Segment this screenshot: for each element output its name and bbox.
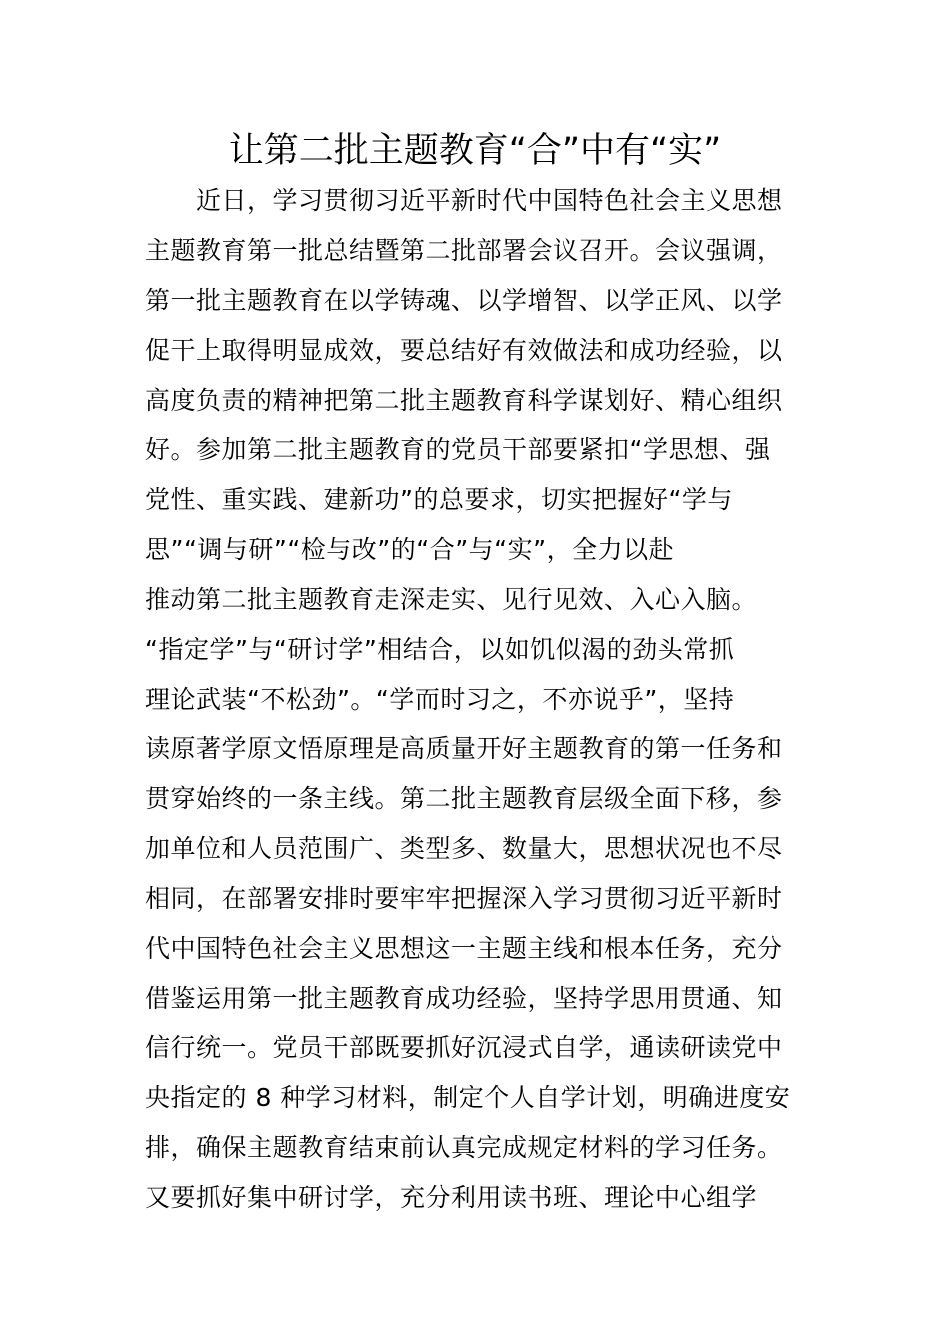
body-line: “指定学”与“研讨学”相结合，以如饥似渴的劲头常抓 [145, 635, 735, 664]
body-line: 读原著学原文悟原理是高质量开好主题教育的第一任务和 [145, 734, 783, 763]
body-line: 央指定的 8 种学习材料，制定个人自学计划，明确进度安 [145, 1083, 791, 1112]
body-line: 又要抓好集中研讨学，充分利用读书班、理论中心组学 [145, 1183, 758, 1212]
body-line: 思”“调与研”“检与改”的“合”与“实”，全力以赴 [145, 535, 675, 564]
body-line: 贯穿始终的一条主线。第二批主题教育层级全面下移，参 [145, 784, 783, 813]
body-line: 高度负责的精神把第二批主题教育科学谋划好、精心组织 [145, 386, 783, 415]
body-line: 近日，学习贯彻习近平新时代中国特色社会主义思想 [145, 186, 783, 215]
body-line: 借鉴运用第一批主题教育成功经验，坚持学思用贯通、知 [145, 984, 783, 1013]
body-line: 信行统一。党员干部既要抓好沉浸式自学，通读研读党中 [145, 1033, 783, 1062]
body-line: 相同，在部署安排时要牢牢把握深入学习贯彻习近平新时 [145, 884, 783, 913]
body-line: 代中国特色社会主义思想这一主题主线和根本任务，充分 [145, 934, 783, 963]
body-line: 推动第二批主题教育走深走实、见行见效、入心入脑。 [145, 585, 758, 614]
body-line: 加单位和人员范围广、类型多、数量大，思想状况也不尽 [145, 834, 783, 863]
body-line: 促干上取得明显成效，要总结好有效做法和成功经验，以 [145, 336, 783, 365]
body-line: 排，确保主题教育结束前认真完成规定材料的学习任务。 [145, 1133, 783, 1162]
body-line: 好。参加第二批主题教育的党员干部要紧扣“学思想、强 [145, 435, 771, 464]
body-line: 主题教育第一批总结暨第二批部署会议召开。会议强调， [145, 236, 783, 265]
body-line: 党性、重实践、建新功”的总要求，切实把握好“学与 [145, 485, 733, 514]
body-line: 理论武装“不松劲”。“学而时习之，不亦说乎”，坚持 [145, 685, 735, 714]
body-line: 第一批主题教育在以学铸魂、以学增智、以学正风、以学 [145, 286, 783, 315]
document-title: 让第二批主题教育“合”中有“实” [228, 131, 722, 171]
